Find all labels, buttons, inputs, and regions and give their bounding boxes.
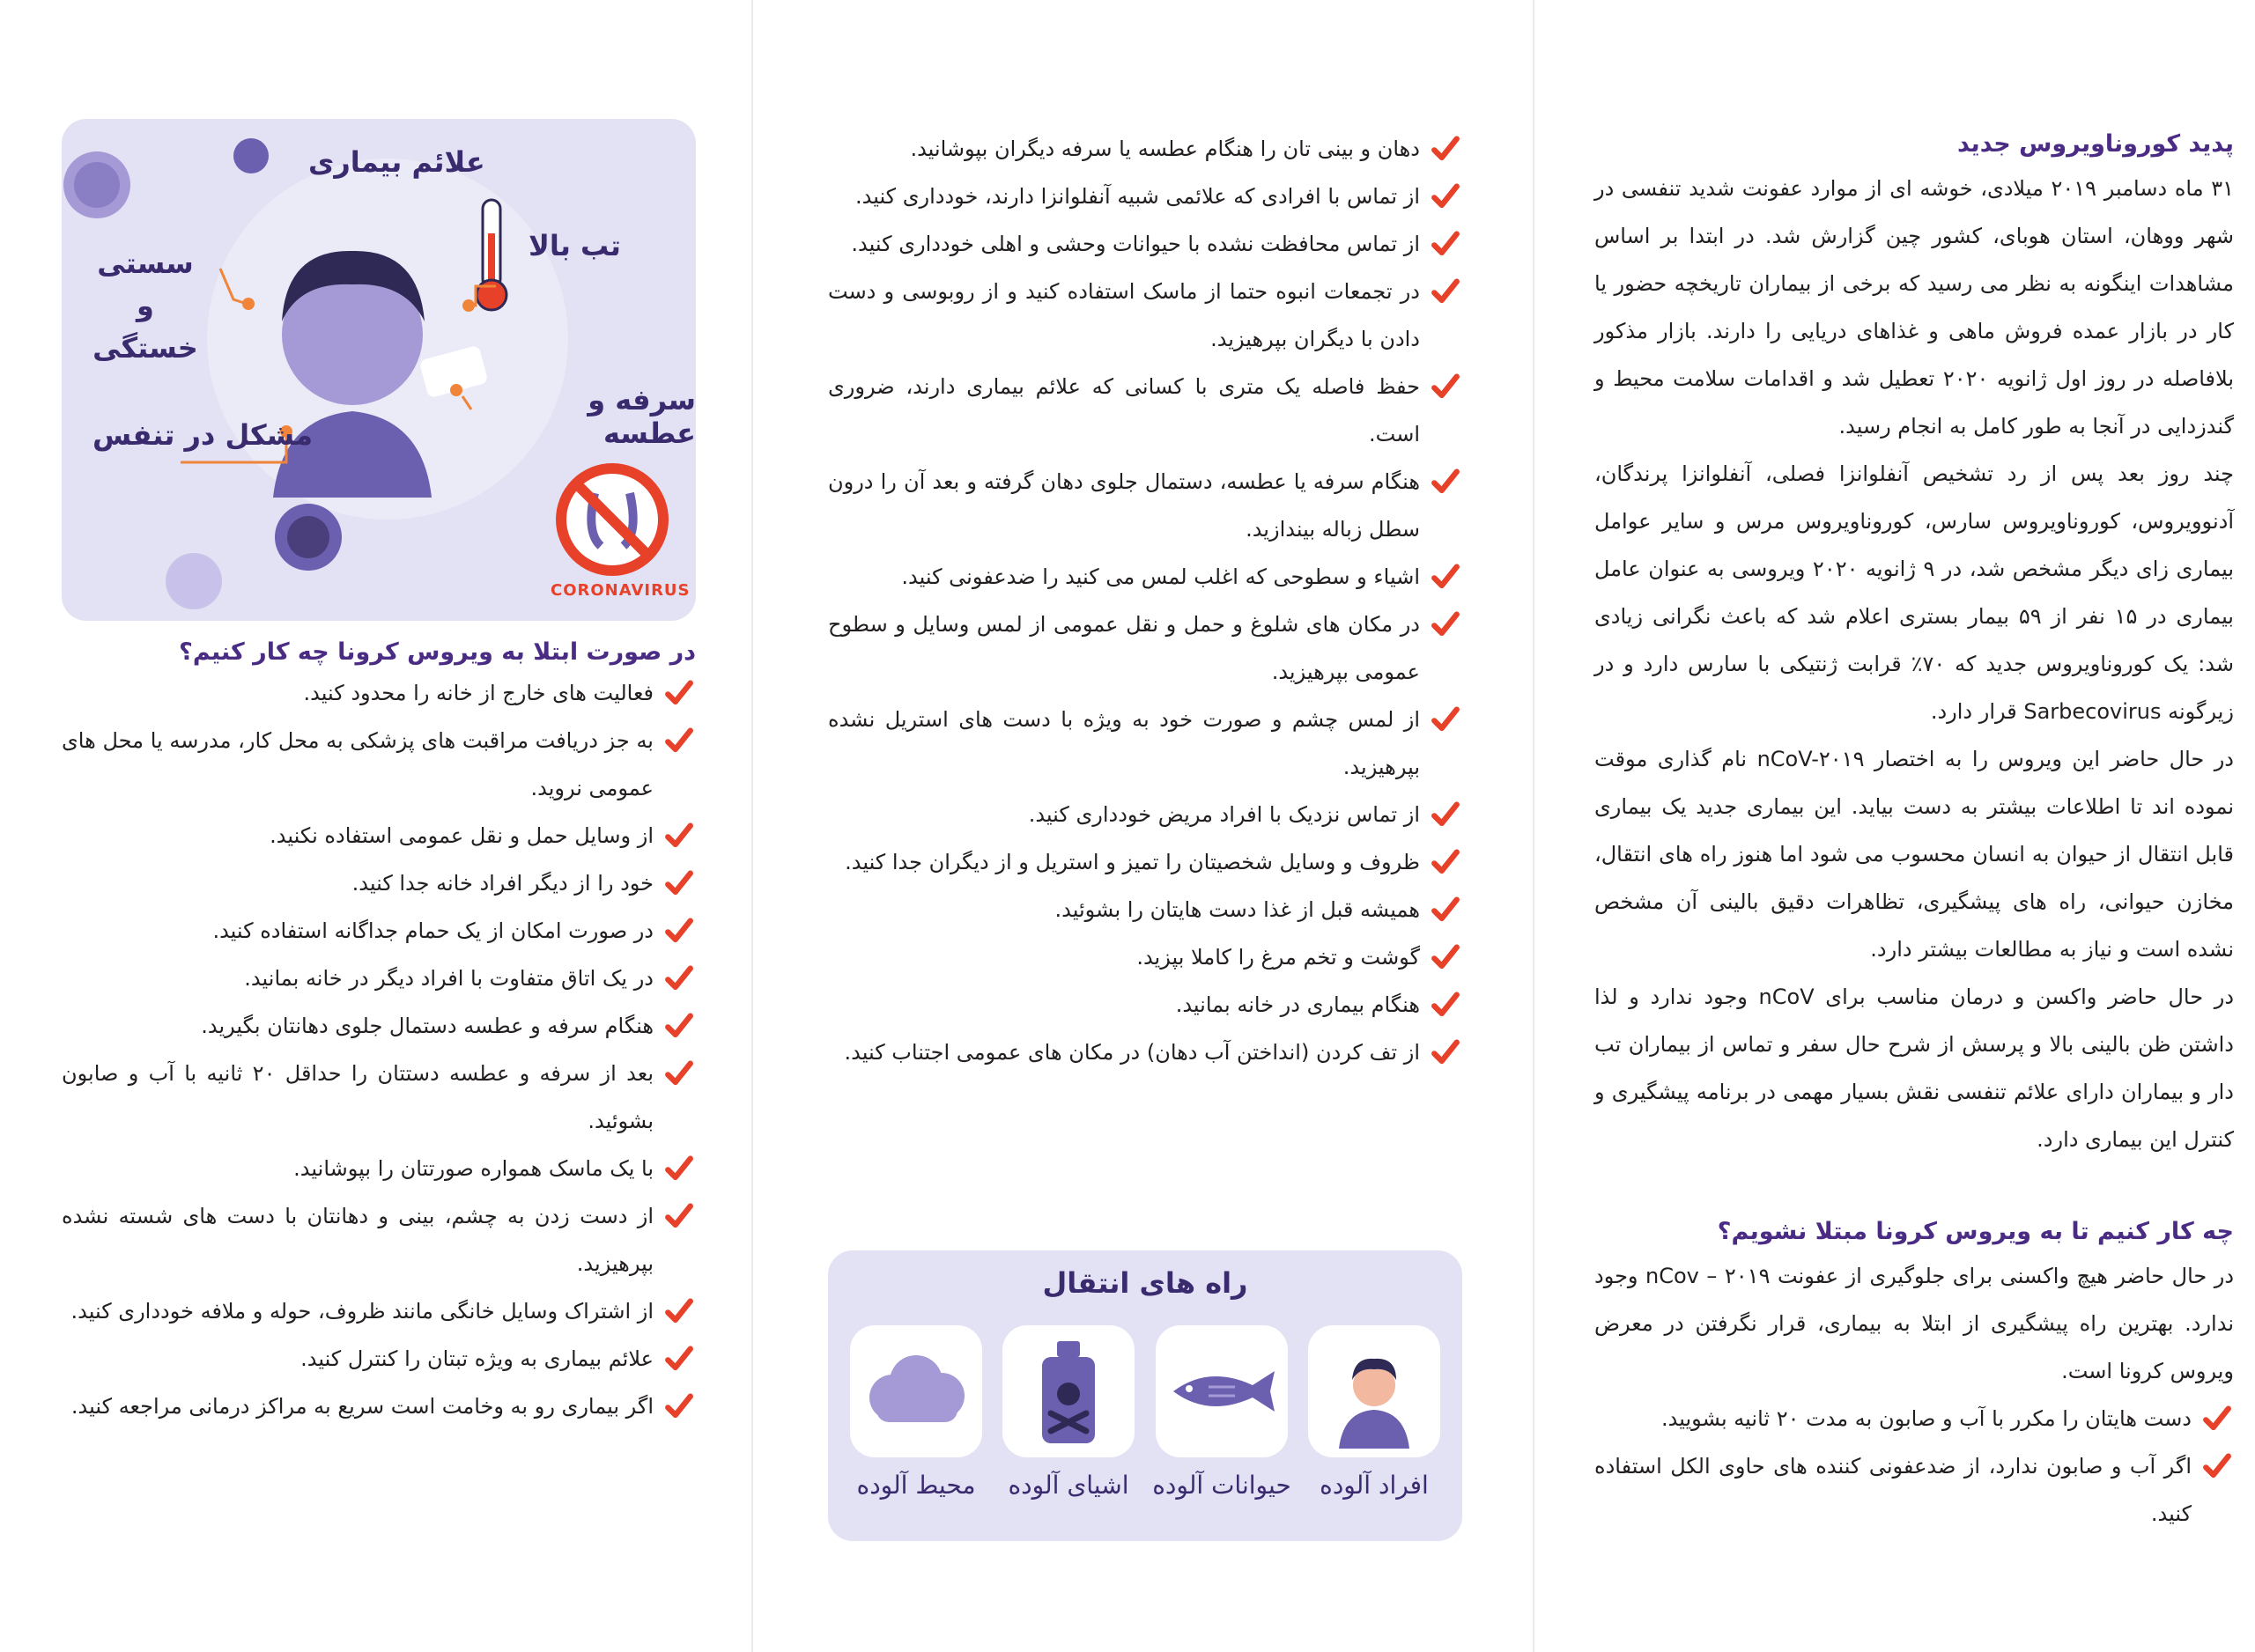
transmission-panel (828, 1250, 1462, 1541)
list-item-text: به جز دریافت مراقبت های پزشکی به محل کار، مدرسه یا محل های عمومی نروید. (62, 728, 654, 800)
prevention-list-continued (828, 125, 1462, 1076)
tile-label: افراد آلوده (1320, 1471, 1429, 1500)
coronavirus-badge: CORONAVIRUS (551, 581, 691, 600)
checkmark-icon (1431, 372, 1460, 402)
list-item-text: هنگام سرفه و عطسه دستمال جلوی دهانتان بگیرید. (201, 1014, 654, 1038)
column-divider (751, 0, 753, 1652)
list-item-text: ظروف و وسایل شخصیتان را تمیز و استریل و از دیگران جدا کنید. (845, 850, 1420, 874)
checkmark-icon (664, 1344, 694, 1374)
list-item-text: در صورت امکان از یک حمام جداگانه استفاده کنید. (212, 918, 654, 943)
section-title: پدید کوروناویروس جدید (1956, 130, 2234, 158)
checkmark-icon (1431, 277, 1460, 306)
list-item-text: اگر بیماری رو به وخامت است سریع به مراکز درمانی مراجعه کنید. (70, 1394, 654, 1419)
checkmark-icon (1431, 1037, 1460, 1067)
list-item (62, 1335, 696, 1383)
paragraph: در حال حاضر این ویروس را به اختصار nCoV-۲۰۱۹ نام گذاری موقت نموده اند تا اطلاعات بیشتر به دست بیاید. این بیماری جدید یک بیماری قابل انتقال از حیوان به انسان محسوب می شود اما هنوز راه های انتقال، مخازن حیوانی، راه های پیشگیری، تظاهرات دقیق بالینی آن مشخص نشده است و نیاز به مطالعات بیشتر دارد. (1594, 747, 2234, 962)
checkmark-icon (1431, 562, 1460, 592)
list-item (828, 981, 1462, 1029)
tile-label: حیوانات آلوده (1152, 1471, 1291, 1500)
list-item-text: در مکان های شلوغ و حمل و نقل عمومی از لمس وسایل و سطوح عمومی بپرهیزید. (828, 612, 1420, 684)
checkmark-icon (664, 1296, 694, 1326)
checkmark-icon (664, 678, 694, 708)
list-item-text: از دست زدن به چشم، بینی و دهانتان با دست های شسته نشده بپرهیزید. (62, 1204, 654, 1276)
list-item (62, 1192, 696, 1287)
transmission-title: راه های انتقال (1042, 1266, 1248, 1300)
list-item (828, 791, 1462, 838)
list-item (62, 955, 696, 1002)
symptom-label: سرفه و عطسه (588, 383, 696, 450)
checkmark-icon (1431, 704, 1460, 734)
infected-objects-tile (1002, 1325, 1135, 1457)
list-item-text: از تف کردن (انداختن آب دهان) در مکان های عمومی اجتناب کنید. (844, 1040, 1420, 1065)
prevention-list (1594, 1395, 2234, 1538)
list-item (828, 553, 1462, 601)
list-item (62, 1145, 696, 1192)
checkmark-icon (664, 1391, 694, 1421)
list-item-text: از تماس محافظت نشده با حیوانات وحشی و اهلی خودداری کنید. (851, 232, 1420, 256)
list-item (62, 717, 696, 812)
checkmark-icon (2202, 1451, 2232, 1481)
list-item (1594, 1395, 2234, 1442)
symptom-label: سستی و خستگی (92, 247, 198, 365)
checkmark-icon (664, 1201, 694, 1231)
checkmark-icon (664, 868, 694, 898)
fish-icon (1156, 1325, 1288, 1457)
list-item-text: گوشت و تخم مرغ را کاملا بپزید. (1136, 945, 1420, 970)
tile-label: اشیای آلوده (1008, 1471, 1129, 1500)
list-item-text: دست هایتان را مکرر با آب و صابون به مدت ۲۰ ثانیه بشویید. (1661, 1406, 2192, 1431)
infected-animals-tile (1156, 1325, 1288, 1457)
checkmark-icon (1431, 229, 1460, 259)
checkmark-icon (1431, 990, 1460, 1020)
list-item (62, 1383, 696, 1430)
cloud-icon (850, 1325, 982, 1457)
list-item (828, 1029, 1462, 1076)
checkmark-icon (1431, 895, 1460, 925)
list-item-text: خود را از دیگر افراد خانه جدا کنید. (351, 871, 654, 896)
list-item-text: اشیاء و سطوحی که اغلب لمس می کنید را ضدعفونی کنید. (901, 564, 1420, 589)
list-item (828, 886, 1462, 933)
checkmark-icon (1431, 609, 1460, 639)
intro-text (1594, 165, 2234, 1163)
paragraph: در حال حاضر واکسن و درمان مناسب برای nCoV وجود ندارد و لذا داشتن ظن بالینی بالا و پرسش از شرح حال سفر و تماس از بیماران تب دار و بیماران دارای علائم تنفسی نقش بسیار مهمی در برنامه پیشگیری و کنترل این بیماری دارد. (1594, 985, 2235, 1152)
list-item-text: همیشه قبل از غذا دست هایتان را بشوئید. (1054, 897, 1420, 922)
list-item-text: هنگام سرفه یا عطسه، دستمال جلوی دهان گرفته و بعد آن را درون سطل زباله بیندازید. (828, 469, 1420, 542)
checkmark-icon (2202, 1404, 2232, 1434)
person-icon (1308, 1325, 1440, 1457)
list-item (828, 458, 1462, 553)
list-item (62, 669, 696, 717)
tile-label: محیط آلوده (856, 1471, 976, 1500)
paragraph: ۳۱ ماه دسامبر ۲۰۱۹ میلادی، خوشه ای از موارد عفونت شدید تنفسی در شهر ووهان، استان هوبای، کشور چین گزارش شد. در ابتدا بر اساس مشاهدات اینگونه به نظر می رسید که برخی از بیماران تاریخچه حضور یا کار در بازار عمده فروش ماهی و غذاهای دریایی را دارند. بازار مذکور بلافاصله در روز اول ژانویه ۲۰۲۰ تعطیل شد و اقدامات سلامت محیط و گندزدایی در آنجا به طور کامل به انجام رسید. (1594, 176, 2235, 439)
left-column (62, 0, 696, 1652)
list-item (62, 1002, 696, 1050)
list-item (62, 1050, 696, 1145)
checkmark-icon (664, 821, 694, 851)
list-item-text: فعالیت های خارج از خانه را محدود کنید. (303, 681, 654, 705)
checkmark-icon (664, 916, 694, 946)
list-item-text: حفظ فاصله یک متری با کسانی که علائم بیماری دارند، ضروری است. (828, 374, 1420, 446)
paragraph: چند روز بعد پس از رد تشخیص آنفلوانزا فصلی، آنفلوانزا پرندگان، آدنوویروس، کوروناویروس سارس، کوروناویروس مرس و سایر عوامل بیماری زای دیگر مشخص شد، در ۹ ژانویه ۲۰۲۰ ویروسی به عنوان عامل بیماری در ۱۵ نفر از ۵۹ بیمار بستری اعلام شد که باعث نگرانی زیادی شد: یک کوروناویروس جدید که ۷۰٪ قرابت ژنتیکی با سارس دارد و در زیرگونه Sarbecovirus قرار دارد. (1594, 461, 2235, 724)
column-divider (1533, 0, 1534, 1652)
checkmark-icon (664, 1154, 694, 1184)
infected-environment-tile (850, 1325, 982, 1457)
list-item (828, 601, 1462, 696)
infected-actions-list (62, 669, 696, 1430)
infected-actions-title: در صورت ابتلا به ویروس کرونا چه کار کنیم؟ (179, 638, 696, 666)
list-item-text: از لمس چشم و صورت خود به ویژه با دست های استریل نشده بپرهیزید. (828, 707, 1420, 779)
checkmark-icon (664, 1011, 694, 1041)
symptoms-title: علائم بیماری (308, 145, 485, 179)
list-item-text: از تماس نزدیک با افراد مریض خودداری کنید. (1028, 802, 1420, 827)
prevention-title: چه کار کنیم تا به ویروس کرونا مبتلا نشویم؟ (1717, 1218, 2234, 1245)
list-item (828, 220, 1462, 268)
list-item-text: بعد از سرفه و عطسه دستتان را حداقل ۲۰ ثانیه با آب و صابون بشوئید. (62, 1061, 654, 1133)
list-item-text: هنگام بیماری در خانه بمانید. (1175, 992, 1420, 1017)
symptom-label: تب بالا (529, 229, 621, 262)
checkmark-icon (1431, 134, 1460, 164)
list-item-text: از وسایل حمل و نقل عمومی استفاده نکنید. (270, 823, 654, 848)
list-item-text: علائم بیماری به ویژه تبتان را کنترل کنید. (300, 1346, 654, 1371)
symptom-label: مشکل در تنفس (92, 418, 314, 452)
prevention-intro: در حال حاضر هیچ واکسنی برای جلوگیری از عفونت nCov – ۲۰۱۹ وجود ندارد. بهترین راه پیشگیری از ابتلا به بیماری، قرار نگرفتن در معرض ویروس کرونا است. (1594, 1264, 2235, 1383)
list-item (62, 907, 696, 955)
list-item (828, 173, 1462, 220)
list-item (828, 696, 1462, 791)
list-item-text: دهان و بینی تان را هنگام عطسه یا سرفه دیگران بپوشانید. (910, 136, 1420, 161)
right-column (1594, 0, 2234, 1652)
list-item-text: اگر آب و صابون ندارد، از ضدعفونی کننده های حاوی الکل استفاده کنید. (1594, 1454, 2192, 1526)
checkmark-icon (1431, 181, 1460, 211)
checkmark-icon (1431, 847, 1460, 877)
list-item-text: با یک ماسک همواره صورتتان را بپوشانید. (293, 1156, 654, 1181)
list-item-text: از اشتراک وسایل خانگی مانند ظروف، حوله و ملافه خودداری کنید. (70, 1299, 654, 1324)
list-item (62, 812, 696, 859)
list-item (828, 363, 1462, 458)
checkmark-icon (664, 726, 694, 756)
checkmark-icon (1431, 800, 1460, 830)
checkmark-icon (664, 1058, 694, 1088)
list-item (828, 125, 1462, 173)
list-item (1594, 1442, 2234, 1538)
list-item (828, 933, 1462, 981)
checkmark-icon (1431, 942, 1460, 972)
list-item (828, 838, 1462, 886)
list-item-text: در یک اتاق متفاوت با افراد دیگر در خانه بمانید. (244, 966, 654, 991)
checkmark-icon (1431, 467, 1460, 497)
list-item (62, 1287, 696, 1335)
list-item (828, 268, 1462, 363)
list-item (62, 859, 696, 907)
infected-person-tile (1308, 1325, 1440, 1457)
list-item-text: از تماس با افرادی که علائمی شبیه آنفلوانزا دارند، خودداری کنید. (854, 184, 1420, 209)
poison-bottle-icon (1002, 1325, 1135, 1457)
list-item-text: در تجمعات انبوه حتما از ماسک استفاده کنید و از روبوسی و دست دادن با دیگران بپرهیزید. (828, 279, 1420, 351)
checkmark-icon (664, 963, 694, 993)
